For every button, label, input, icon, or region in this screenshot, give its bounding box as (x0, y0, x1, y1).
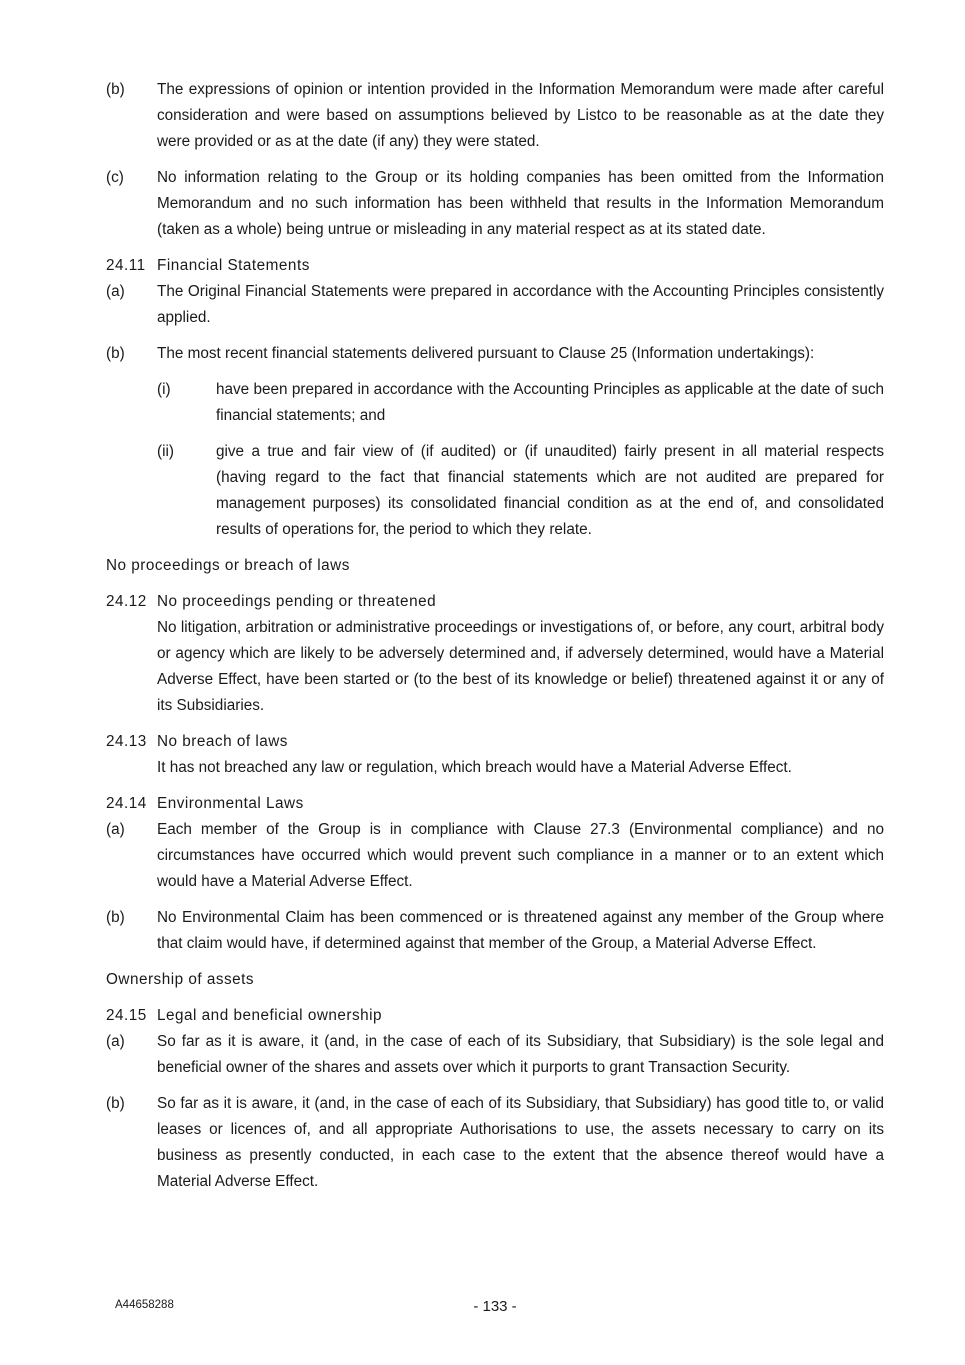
clause-body: It has not breached any law or regulation, which breach would have a Material Adverse Effect. (157, 759, 792, 776)
clause-title: Legal and beneficial ownership (157, 1007, 383, 1024)
clause-paragraph (106, 817, 884, 895)
clause-label: (b) (106, 1095, 125, 1112)
clause-text: No Environmental Claim has been commenced or is threatened against any member of the Group where that claim would have, if determined against that member of the Group, a Material Adverse Effect. (157, 909, 884, 952)
page-body (106, 77, 884, 1205)
clause-label: (a) (106, 1033, 125, 1050)
clause-title: Environmental Laws (157, 795, 304, 812)
subclause-label: (ii) (157, 443, 174, 460)
document-reference: A44658288 (115, 1299, 174, 1311)
clause-number: 24.14 (106, 795, 147, 812)
section-heading: Ownership of assets (106, 971, 255, 988)
clause-paragraph (106, 1091, 884, 1195)
clause-heading (106, 589, 884, 615)
clause-text: The Original Financial Statements were prepared in accordance with the Accounting Principles consistently applied. (157, 283, 884, 326)
subclause-label: (i) (157, 381, 171, 398)
page-number: - 133 - (473, 1298, 517, 1315)
clause-body: No litigation, arbitration or administrative proceedings or investigations of, or before, any court, arbitral body or agency which are likely to be adversely determined and, if adversely determined, would have a Material Adverse Effect, have been started or (to the best of its knowledge or belief) threatened against it or any of its Subsidiaries. (157, 619, 884, 714)
clause-label: (b) (106, 81, 125, 98)
clause-label: (c) (106, 169, 124, 186)
subclause-paragraph (106, 377, 884, 429)
clause-title: Financial Statements (157, 257, 310, 274)
clause-paragraph (106, 905, 884, 957)
section-heading: No proceedings or breach of laws (106, 557, 350, 574)
clause-label: (a) (106, 821, 125, 838)
clause-title: No breach of laws (157, 733, 288, 750)
clause-heading (106, 253, 884, 279)
clause-paragraph (106, 341, 884, 367)
clause-label: (a) (106, 283, 125, 300)
clause-text: The expressions of opinion or intention provided in the Information Memorandum were made after careful consideration and were based on assumptions believed by Listco to be reasonable as at the date they were provided or as at the date (if any) they were stated. (157, 81, 884, 150)
clause-title: No proceedings pending or threatened (157, 593, 437, 610)
clause-text: So far as it is aware, it (and, in the case of each of its Subsidiary, that Subsidiary) is the sole legal and beneficial owner of the shares and assets over which it purports to grant Transaction Security. (157, 1033, 884, 1076)
subclause-paragraph (106, 439, 884, 543)
clause-number: 24.11 (106, 257, 146, 274)
clause-paragraph (106, 1029, 884, 1081)
clause-text: The most recent financial statements delivered pursuant to Clause 25 (Information undertakings): (157, 345, 815, 362)
clause-text: No information relating to the Group or its holding companies has been omitted from the Information Memorandum and no such information has been withheld that results in the Information Memorandum (taken as a whole) being untrue or misleading in any material respect as at its stated date. (157, 169, 884, 238)
clause-label: (b) (106, 909, 125, 926)
clause-text: So far as it is aware, it (and, in the case of each of its Subsidiary, that Subsidiary) has good title to, or valid leases or licences of, and all appropriate Authorisations to use, the assets necessary to carry on its business as presently conducted, in each case to the extent that the absence thereof would have a Material Adverse Effect. (157, 1095, 884, 1190)
clause-label: (b) (106, 345, 125, 362)
subclause-text: have been prepared in accordance with the Accounting Principles as applicable at the date of such financial statements; and (216, 381, 884, 424)
clause-number: 24.15 (106, 1007, 147, 1024)
clause-heading (106, 1003, 884, 1029)
clause-text: Each member of the Group is in compliance with Clause 27.3 (Environmental compliance) and no circumstances have occurred which would prevent such compliance in a manner or to an extent which would have a Material Adverse Effect. (157, 821, 884, 890)
clause-heading (106, 791, 884, 817)
subclause-text: give a true and fair view of (if audited) or (if unaudited) fairly present in all material respects (having regard to the fact that financial statements which are not audited are prepared for management purposes) its consolidated financial condition as at the end of, and consolidated results of operations for, the period to which they relate. (216, 443, 884, 538)
clause-number: 24.13 (106, 733, 147, 750)
clause-paragraph (106, 165, 884, 243)
clause-heading (106, 729, 884, 755)
clause-paragraph (106, 77, 884, 155)
clause-paragraph (106, 279, 884, 331)
clause-number: 24.12 (106, 593, 147, 610)
